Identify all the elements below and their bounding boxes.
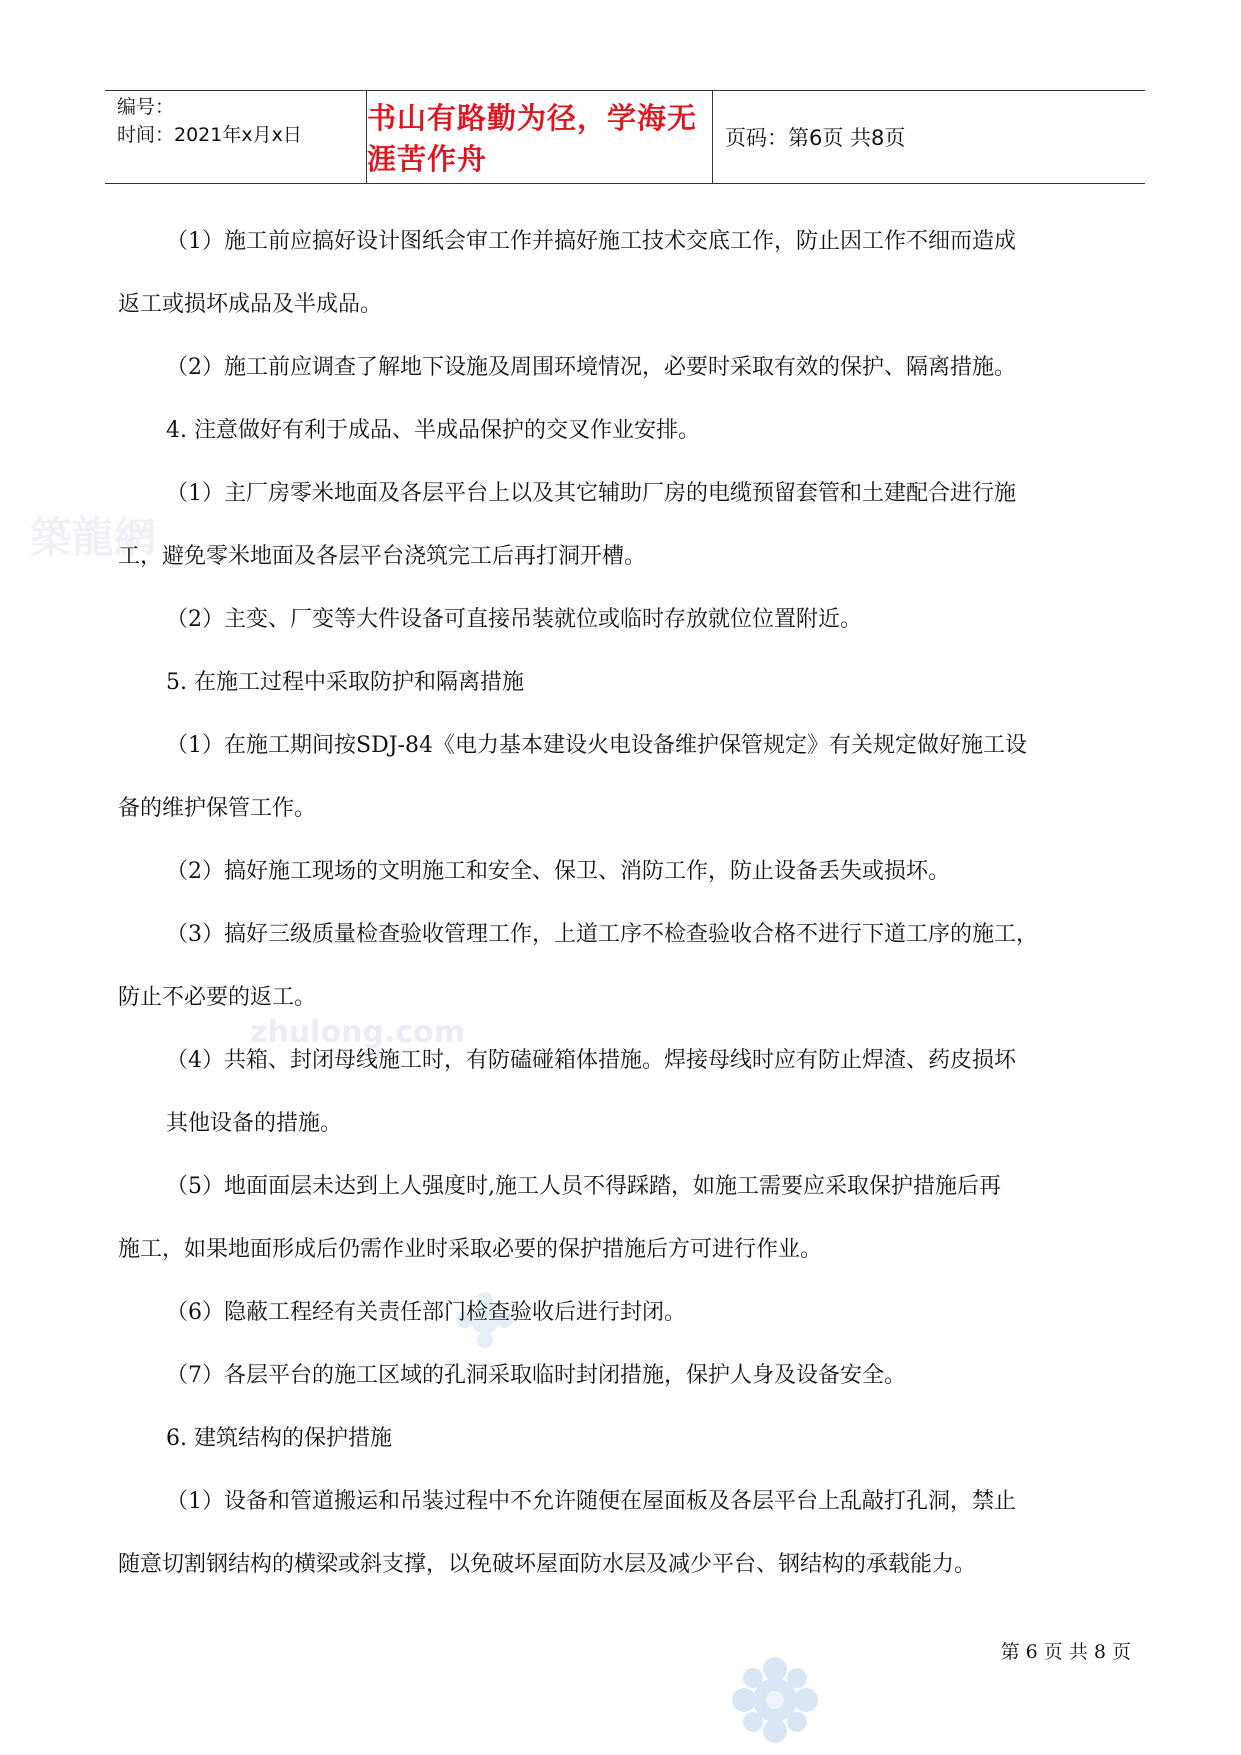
header-meta	[105, 91, 367, 183]
header-page-info: 页码：第6页 共8页	[725, 126, 906, 150]
paragraph: 随意切割钢结构的横梁或斜支撑，以免破坏屋面防水层及减少平台、钢结构的承载能力。	[118, 1552, 977, 1577]
paragraph: 防止不必要的返工。	[118, 985, 317, 1010]
section-heading: 6. 建筑结构的保护措施	[166, 1426, 392, 1451]
paragraph: （6）隐蔽工程经有关责任部门检查验收后进行封闭。	[166, 1300, 686, 1325]
section-heading: 5. 在施工过程中采取防护和隔离措施	[166, 670, 524, 695]
watermark-center: zhulong.com	[250, 1015, 465, 1050]
watermark-left: 築龍網	[30, 513, 157, 562]
paragraph: 备的维护保管工作。	[118, 796, 317, 821]
paragraph: 其他设备的措施。	[166, 1111, 343, 1136]
paragraph: （4）共箱、封闭母线施工时，有防磕碰箱体措施。焊接母线时应有防止焊渣、药皮损坏	[166, 1048, 1016, 1073]
time-label: 时间：2021年x月x日	[117, 124, 302, 146]
paragraph: （1）设备和管道搬运和吊装过程中不允许随便在屋面板及各层平台上乱敲打孔洞，禁止	[166, 1489, 1016, 1514]
paragraph: （1）主厂房零米地面及各层平台上以及其它辅助厂房的电缆预留套管和土建配合进行施	[166, 481, 1016, 506]
snowflake-logo-icon	[730, 1655, 820, 1745]
paragraph: （7）各层平台的施工区域的孔洞采取临时封闭措施，保护人身及设备安全。	[166, 1363, 906, 1388]
paragraph: 施工，如果地面形成后仍需作业时采取必要的保护措施后方可进行作业。	[118, 1237, 823, 1262]
section-heading: 4. 注意做好有利于成品、半成品保护的交叉作业安排。	[166, 418, 700, 443]
header-motto: 书山有路勤为径，学海无涯苦作舟	[367, 91, 713, 183]
paragraph: （1）施工前应搞好设计图纸会审工作并搞好施工技术交底工作，防止因工作不细而造成	[166, 229, 1016, 254]
paragraph: （1）在施工期间按SDJ-84《电力基本建设火电设备维护保管规定》有关规定做好施工设	[166, 733, 1027, 758]
paragraph: （5）地面面层未达到上人强度时,施工人员不得踩踏，如施工需要应采取保护措施后再	[166, 1174, 1001, 1199]
paragraph: （3）搞好三级质量检查验收管理工作，上道工序不检查验收合格不进行下道工序的施工，	[166, 922, 1039, 947]
paragraph: （2）搞好施工现场的文明施工和安全、保卫、消防工作，防止设备丢失或损坏。	[166, 859, 950, 884]
document-body	[118, 210, 1128, 1596]
page-footer: 第 6 页 共 8 页	[1000, 1641, 1131, 1663]
number-label: 编号：	[117, 96, 175, 118]
page-header	[105, 90, 1145, 184]
paragraph: 工，避免零米地面及各层平台浇筑完工后再打洞开槽。	[118, 544, 647, 569]
paragraph: 返工或损坏成品及半成品。	[118, 292, 383, 317]
paragraph: （2）主变、厂变等大件设备可直接吊装就位或临时存放就位位置附近。	[166, 607, 862, 632]
paragraph: （2）施工前应调查了解地下设施及周围环境情况，必要时采取有效的保护、隔离措施。	[166, 355, 1016, 380]
